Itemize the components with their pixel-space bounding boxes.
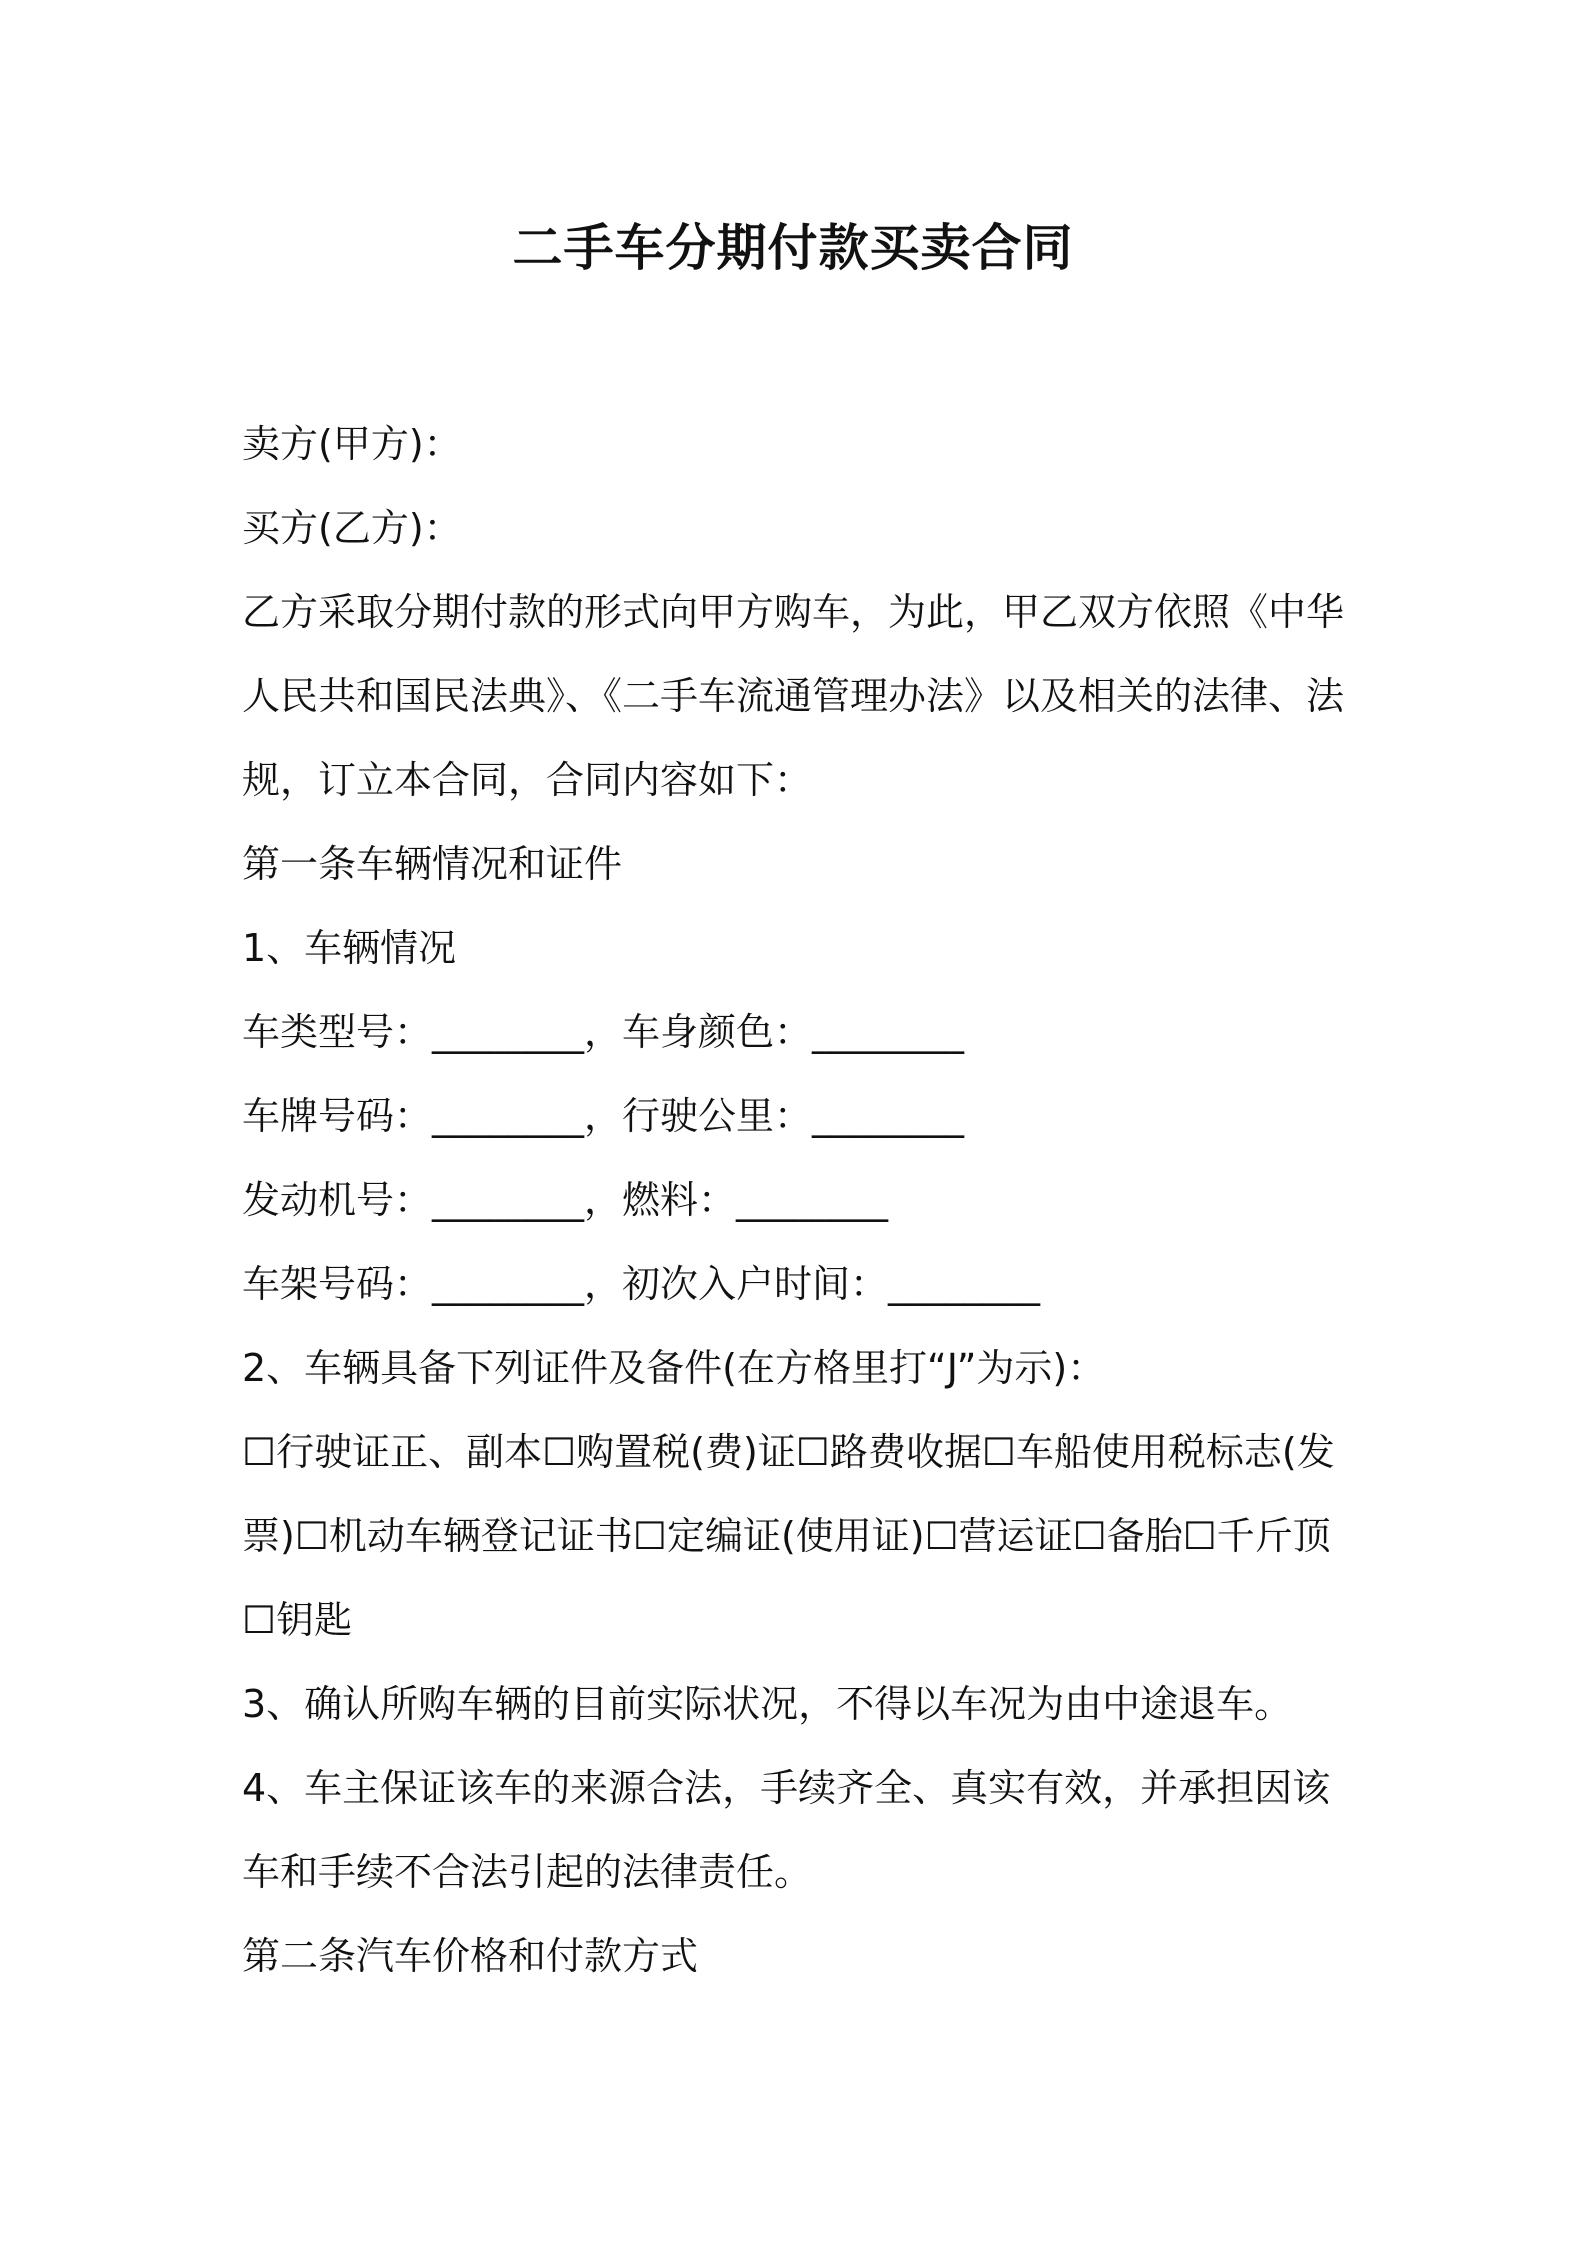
section-4-paragraph: 4、车主保证该车的来源合法，手续齐全、真实有效，并承担因该车和手续不合法引起的法律责任。 (242, 1766, 1331, 1894)
engine-fuel-line: 发动机号：________，燃料：________ (242, 1178, 889, 1222)
seller-line: 卖方(甲方)： (242, 422, 462, 466)
frame-registration-line: 车架号码：________，初次入户时间：________ (242, 1262, 1041, 1306)
documents-checklist: ☐行驶证正、副本☐购置税(费)证☐路费收据☐车船使用税标志(发票)☐机动车辆登记证书☐定编证(使用证)☐营运证☐备胎☐千斤顶☐钥匙 (242, 1430, 1335, 1642)
preamble-paragraph: 乙方采取分期付款的形式向甲方购车，为此，甲乙双方依照《中华人民共和国民法典》、《二手车流通管理办法》以及相关的法律、法规，订立本合同，合同内容如下： (242, 590, 1345, 802)
section-2-heading: 2、车辆具备下列证件及备件(在方格里打“J”为示)： (242, 1346, 1106, 1390)
document-body (242, 402, 1362, 1998)
article-1-heading: 第一条车辆情况和证件 (242, 842, 623, 886)
article-2-heading: 第二条汽车价格和付款方式 (242, 1934, 699, 1978)
vehicle-model-color-line: 车类型号：________，车身颜色：________ (242, 1010, 965, 1054)
plate-mileage-line: 车牌号码：________，行驶公里：________ (242, 1094, 965, 1138)
buyer-line: 买方(乙方)： (242, 506, 462, 550)
document-title: 二手车分期付款买卖合同 (512, 219, 1074, 277)
section-3-paragraph: 3、确认所购车辆的目前实际状况，不得以车况为由中途退车。 (242, 1682, 1293, 1726)
section-1-heading: 1、车辆情况 (242, 926, 457, 970)
